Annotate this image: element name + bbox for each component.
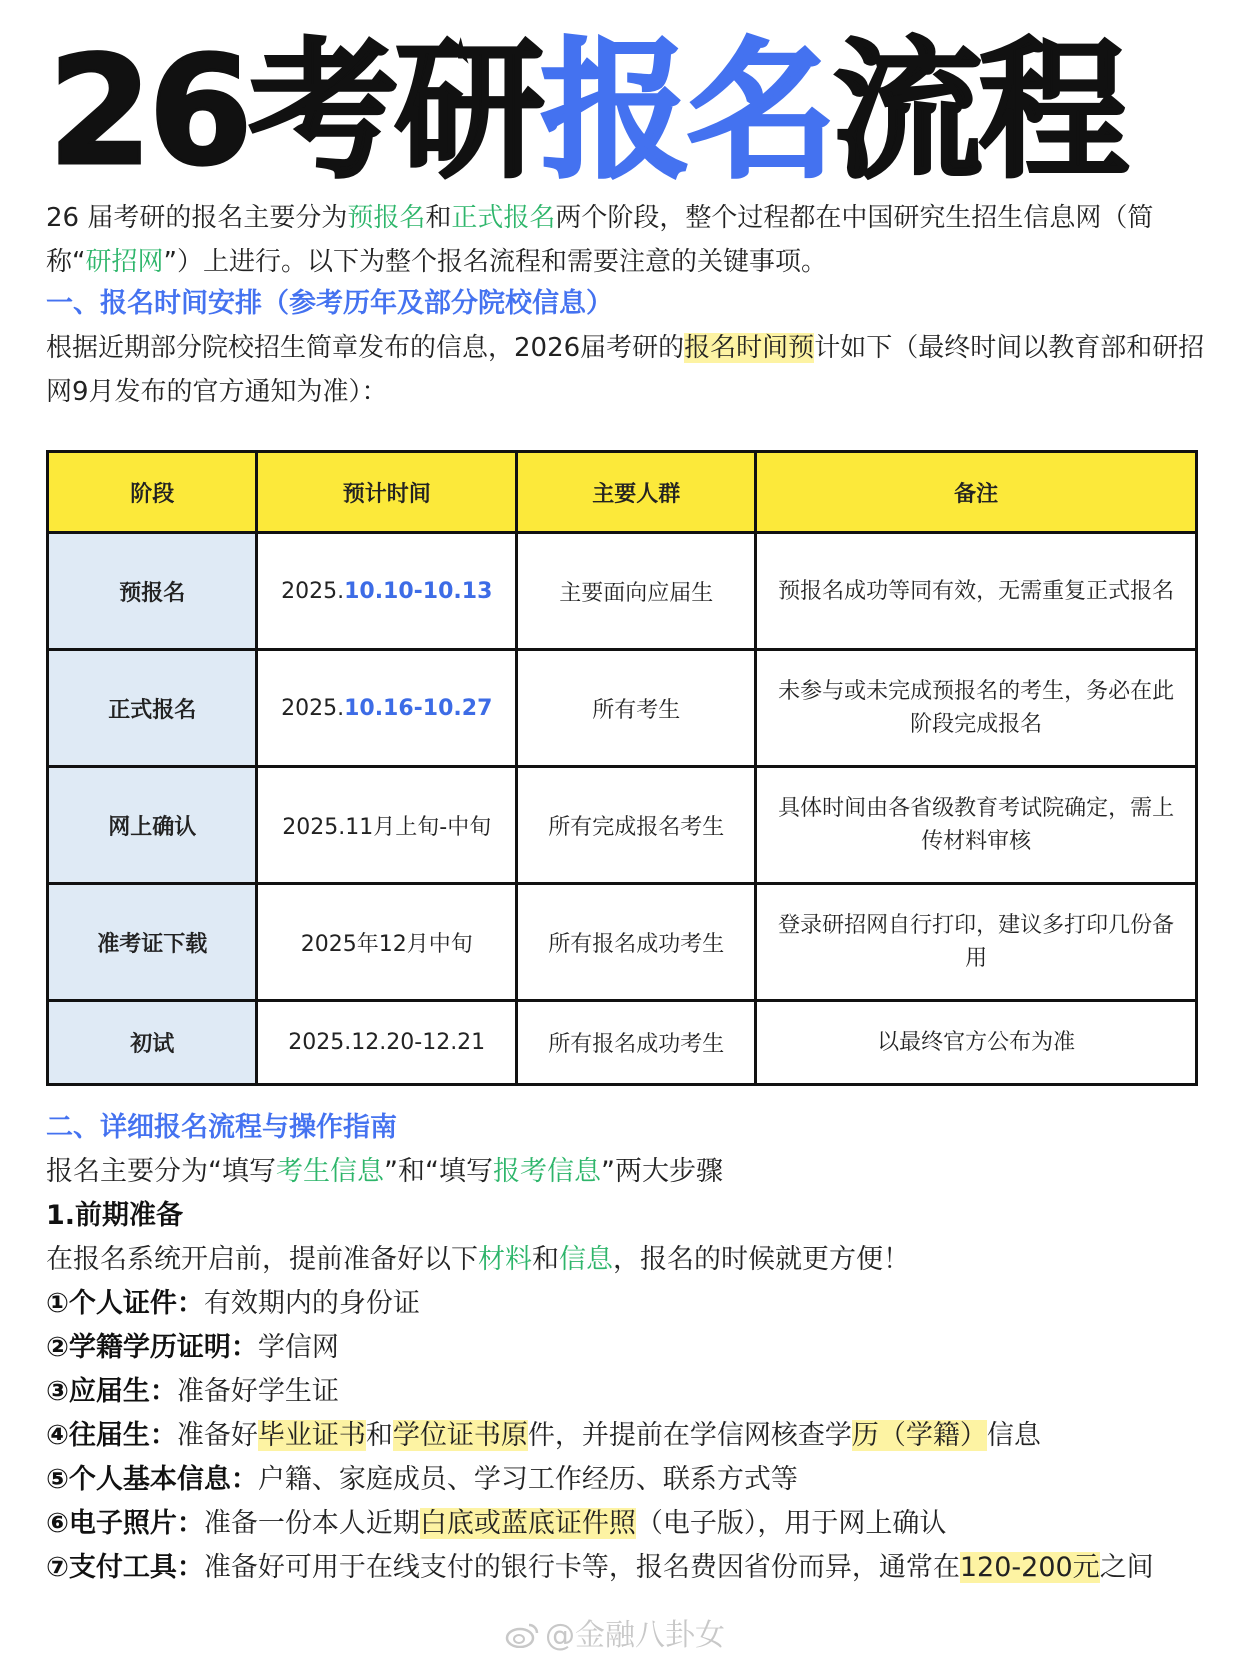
watermark: @金融八卦女 [505, 1610, 725, 1654]
section1-heading: 一、报名时间安排（参考历年及部分院校信息） [46, 288, 613, 319]
weibo-icon [505, 1622, 539, 1648]
note-cell: 具体时间由各省级教育考试院确定，需上传材料审核 [756, 767, 1197, 884]
preparation-paragraph: 在报名系统开启前，提前准备好以下材料和信息，报名的时候就更方便！ [46, 1244, 910, 1275]
table-row [48, 1001, 1197, 1085]
table-header-row [48, 452, 1197, 533]
intro-paragraph: 26 届考研的报名主要分为预报名和正式报名两个阶段，整个过程都在中国研究生招生信息网（简称“研招网”）上进行。以下为整个报名流程和需要注意的关键事项。 [46, 203, 1154, 277]
group-cell: 所有报名成功考生 [517, 1001, 756, 1085]
time-cell: 2025.10.10-10.13 [257, 533, 517, 650]
time-cell: 2025.12.20-12.21 [257, 1001, 517, 1085]
section2-heading: 二、详细报名流程与操作指南 [46, 1112, 397, 1143]
schedule-table [46, 450, 1198, 1086]
list-item: ⑥电子照片：准备一份本人近期白底或蓝底证件照（电子版），用于网上确认 [46, 1508, 947, 1539]
table-header: 阶段 [48, 452, 257, 533]
table-header: 主要人群 [517, 452, 756, 533]
stage-cell: 预报名 [48, 533, 257, 650]
stage-cell: 正式报名 [48, 650, 257, 767]
group-cell: 所有报名成功考生 [517, 884, 756, 1001]
list-item: ①个人证件：有效期内的身份证 [46, 1288, 420, 1319]
group-cell: 主要面向应届生 [517, 533, 756, 650]
list-item: ③应届生：准备好学生证 [46, 1376, 339, 1407]
list-item: ②学籍学历证明：学信网 [46, 1332, 339, 1363]
subheading-preparation: 1.前期准备 [46, 1200, 184, 1231]
page-title: 26考研报名流程 [48, 25, 1125, 199]
group-cell: 所有完成报名考生 [517, 767, 756, 884]
stage-cell: 网上确认 [48, 767, 257, 884]
time-cell: 2025.11月上旬-中旬 [257, 767, 517, 884]
note-cell: 以最终官方公布为准 [756, 1001, 1197, 1085]
time-cell: 2025.10.16-10.27 [257, 650, 517, 767]
group-cell: 所有考生 [517, 650, 756, 767]
table-row [48, 650, 1197, 767]
note-cell: 登录研招网自行打印，建议多打印几份备用 [756, 884, 1197, 1001]
table-header: 备注 [756, 452, 1197, 533]
time-cell: 2025年12月中旬 [257, 884, 517, 1001]
table-row [48, 884, 1197, 1001]
stage-cell: 初试 [48, 1001, 257, 1085]
stage-cell: 准考证下载 [48, 884, 257, 1001]
note-cell: 预报名成功等同有效，无需重复正式报名 [756, 533, 1197, 650]
list-item: ④往届生：准备好毕业证书和学位证书原件，并提前在学信网核查学历（学籍）信息 [46, 1420, 1041, 1451]
note-cell: 未参与或未完成预报名的考生，务必在此阶段完成报名 [756, 650, 1197, 767]
section1-paragraph: 根据近期部分院校招生简章发布的信息，2026届考研的报名时间预计如下（最终时间以教育部和研招网9月发布的官方通知为准）： [46, 333, 1205, 407]
list-item: ⑦支付工具：准备好可用于在线支付的银行卡等，报名费因省份而异，通常在120-200元之间 [46, 1552, 1154, 1583]
table-row [48, 533, 1197, 650]
section2-summary: 报名主要分为“填写考生信息”和“填写报考信息”两大步骤 [46, 1156, 723, 1187]
table-row [48, 767, 1197, 884]
table-header: 预计时间 [257, 452, 517, 533]
list-item: ⑤个人基本信息：户籍、家庭成员、学习工作经历、联系方式等 [46, 1464, 798, 1495]
